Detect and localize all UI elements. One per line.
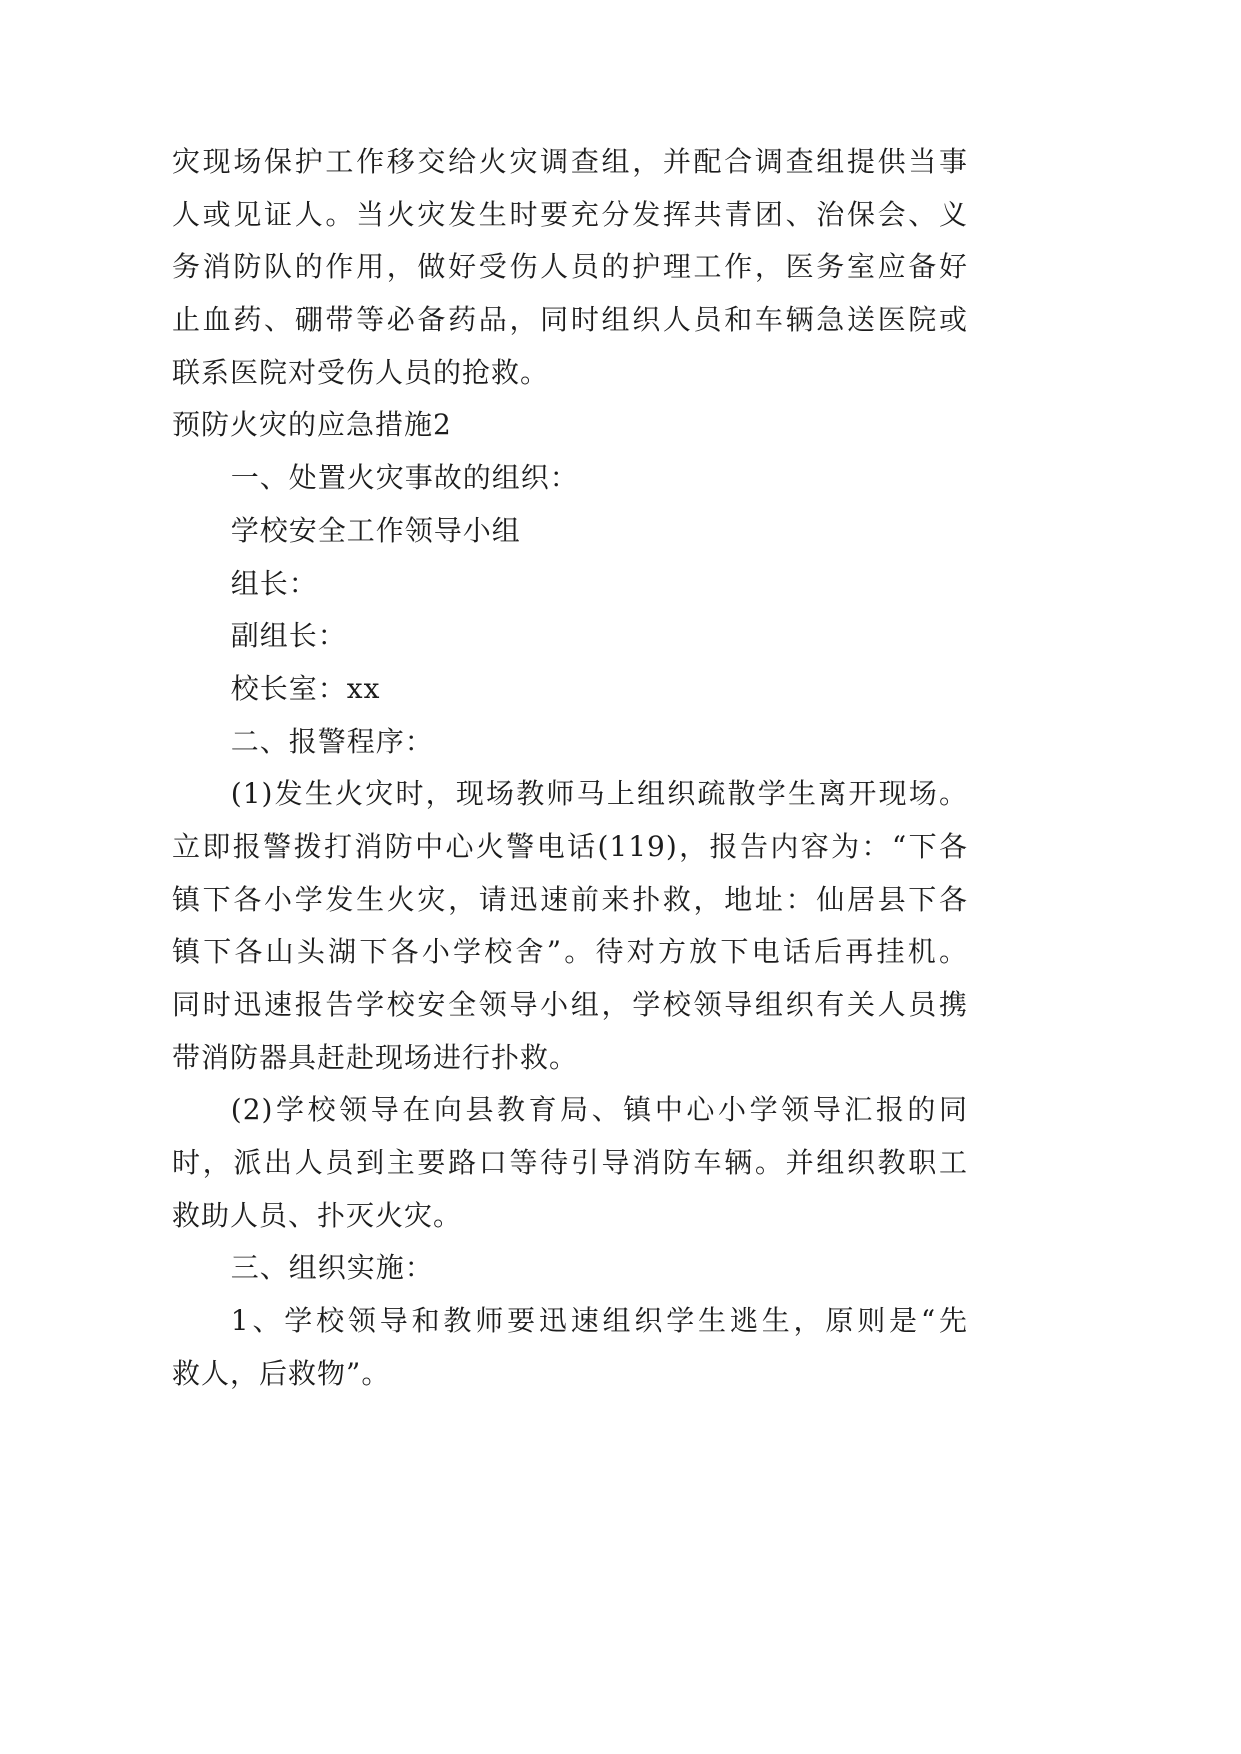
- paragraph-1-line-5: 联系医院对受伤人员的抢救。: [172, 355, 550, 389]
- group-leader-text: 组长：: [230, 566, 318, 600]
- alarm-step-1-line-5: 同时迅速报告学校安全领导小组，学校领导组织有关人员携: [172, 988, 968, 1021]
- alarm-step-2: [172, 1084, 968, 1242]
- principal-office-text: 校长室：xx: [230, 671, 381, 705]
- group-name-text: 学校安全工作领导小组: [230, 513, 521, 547]
- heading-implementation: [172, 1242, 968, 1295]
- paragraph-1-line-2: 人或见证人。当火灾发生时要充分发挥共青团、治保会、义: [172, 197, 968, 231]
- section-title: [172, 399, 968, 452]
- implementation-item-1-line-1: 1、学校领导和教师要迅速组织学生逃生，原则是“先: [230, 1304, 968, 1338]
- alarm-step-2-line-3: 救助人员、扑灭火灾。: [172, 1198, 463, 1232]
- heading-implementation-text: 三、组织实施：: [230, 1251, 434, 1285]
- implementation-item-1-line-2: 救人，后救物”。: [172, 1356, 391, 1390]
- heading-alarm-procedure: [172, 716, 968, 769]
- implementation-item-1: [172, 1295, 968, 1400]
- principal-office: [172, 663, 968, 716]
- deputy-leader-text: 副组长：: [230, 619, 347, 653]
- group-name: [172, 505, 968, 558]
- paragraph-continued: [172, 136, 968, 399]
- alarm-step-1-line-3: 镇下各小学发生火灾，请迅速前来扑救，地址：仙居县下各: [172, 882, 968, 916]
- heading-organization-text: 一、处置火灾事故的组织：: [230, 461, 579, 495]
- alarm-step-1-line-2: 立即报警拨打消防中心火警电话(119)，报告内容为：“下各: [172, 829, 968, 863]
- alarm-step-1-line-4: 镇下各山头湖下各小学校舍”。待对方放下电话后再挂机。: [172, 935, 968, 969]
- document-body: [172, 136, 968, 1401]
- alarm-step-1-line-6: 带消防器具赶赴现场进行扑救。: [172, 1040, 579, 1074]
- group-leader: [172, 558, 968, 611]
- heading-alarm-procedure-text: 二、报警程序：: [230, 724, 434, 758]
- paragraph-1-line-4: 止血药、硼带等必备药品，同时组织人员和车辆急送医院或: [172, 303, 968, 337]
- heading-organization: [172, 452, 968, 505]
- alarm-step-2-line-1: (2)学校领导在向县教育局、镇中心小学领导汇报的同: [230, 1093, 968, 1127]
- deputy-leader: [172, 610, 968, 663]
- section-title-text: 预防火灾的应急措施2: [172, 408, 452, 442]
- paragraph-1-line-3: 务消防队的作用，做好受伤人员的护理工作，医务室应备好: [172, 250, 968, 284]
- paragraph-1-line-1: 灾现场保护工作移交给火灾调查组，并配合调查组提供当事: [172, 145, 968, 178]
- alarm-step-2-line-2: 时，派出人员到主要路口等待引导消防车辆。并组织教职工: [172, 1146, 968, 1180]
- alarm-step-1-line-1: (1)发生火灾时，现场教师马上组织疏散学生离开现场。: [230, 777, 968, 811]
- alarm-step-1: [172, 768, 968, 1084]
